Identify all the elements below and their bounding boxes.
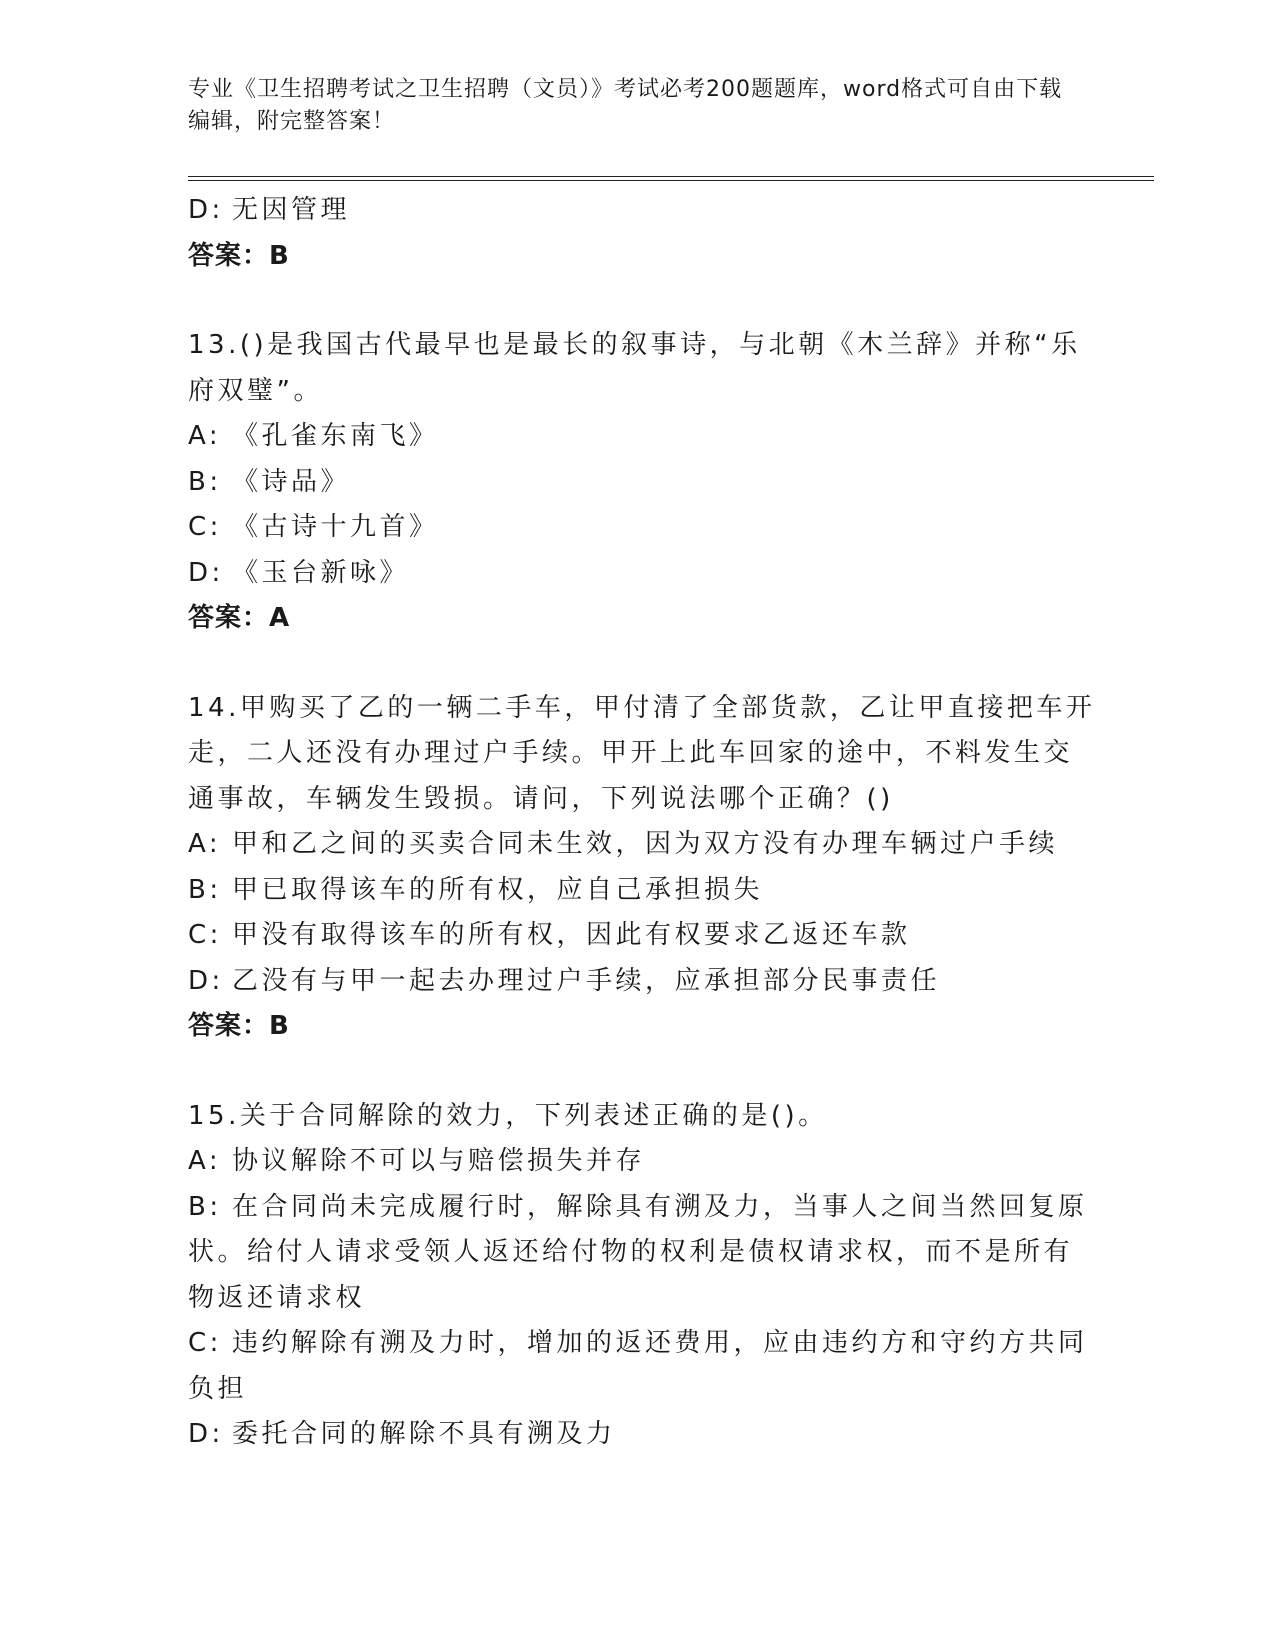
option-text: 委托合同的解除不具有溯及力: [232, 1419, 616, 1449]
option-a: [188, 822, 1088, 868]
option-label: D:: [188, 557, 224, 588]
option-text: 协议解除不可以与赔偿损失并存: [232, 1146, 646, 1176]
option-label: C:: [188, 512, 222, 542]
option-label: C:: [188, 920, 222, 950]
option-a: [188, 1139, 1088, 1185]
previous-question-tail: [188, 188, 1088, 279]
question-stem-line: 13.()是我国古代最早也是最长的叙事诗，与北朝《木兰辞》并称“乐: [188, 330, 1081, 360]
answer-line: 答案：B: [188, 1011, 290, 1041]
option-b: [188, 1185, 1088, 1231]
answer-line: 答案：A: [188, 603, 291, 633]
option-b-continuation: 物返还请求权: [188, 1282, 366, 1313]
question-14: [188, 686, 1096, 1050]
option-d: [188, 959, 1088, 1005]
option-label: D:: [188, 195, 224, 225]
question-15: [188, 1094, 1088, 1458]
option-label: A:: [188, 829, 222, 859]
option-c: [188, 1321, 1088, 1367]
option-text: 《诗品》: [232, 466, 351, 497]
document-body: [188, 188, 1096, 1458]
option-text: 《玉台新咏》: [232, 557, 410, 588]
question-stem-line: 14.甲购买了乙的一辆二手车，甲付清了全部货款，乙让甲直接把车开: [188, 692, 1096, 723]
header-divider: [188, 176, 1154, 181]
option-text: 在合同尚未完成履行时，解除具有溯及力，当事人之间当然回复原: [232, 1191, 1088, 1222]
option-text: 违约解除有溯及力时，增加的返还费用，应由违约方和守约方共同: [232, 1328, 1088, 1358]
option-label: C:: [188, 1328, 222, 1358]
option-text: 《孔雀东南飞》: [232, 421, 439, 451]
option-b-continuation: 状。给付人请求受领人返还给付物的权利是债权请求权，而不是所有: [188, 1237, 1074, 1267]
option-text: 甲没有取得该车的所有权，因此有权要求乙返还车款: [232, 920, 911, 950]
question-stem-line: 15.关于合同解除的效力，下列表述正确的是()。: [188, 1100, 828, 1131]
option-text: 甲和乙之间的买卖合同未生效，因为双方没有办理车辆过户手续: [232, 829, 1059, 859]
option-label: A:: [188, 421, 222, 451]
option-b: [188, 868, 1088, 914]
option-label: B:: [188, 466, 222, 497]
option-c: [188, 913, 1088, 959]
option-c: [188, 505, 1088, 551]
option-d: [188, 551, 1088, 597]
option-label: D:: [188, 1419, 224, 1449]
option-d: [188, 1412, 1088, 1458]
option-text: 无因管理: [232, 195, 351, 225]
question-stem-line: 府双璧”。: [188, 375, 323, 406]
option-label: D:: [188, 965, 224, 996]
question-stem-line: 通事故，车辆发生毁损。请问，下列说法哪个正确？(): [188, 783, 894, 814]
option-label: B:: [188, 874, 222, 905]
option-a: [188, 414, 1088, 460]
question-stem-line: 走，二人还没有办理过户手续。甲开上此车回家的途中，不料发生交: [188, 738, 1074, 768]
question-13: [188, 323, 1088, 642]
option-label: A:: [188, 1146, 222, 1176]
answer-line: 答案：B: [188, 240, 290, 271]
option-b: [188, 460, 1088, 506]
option-d: [188, 188, 1088, 234]
option-text: 甲已取得该车的所有权，应自己承担损失: [232, 874, 764, 905]
option-text: 《古诗十九首》: [232, 512, 439, 542]
option-c-continuation: 负担: [188, 1373, 248, 1404]
option-label: B:: [188, 1191, 222, 1222]
option-text: 乙没有与甲一起去办理过户手续，应承担部分民事责任: [232, 965, 941, 996]
document-header: 专业《卫生招聘考试之卫生招聘（文员）》考试必考200题题库，word格式可自由下载编辑，附完整答案！: [188, 77, 1063, 134]
